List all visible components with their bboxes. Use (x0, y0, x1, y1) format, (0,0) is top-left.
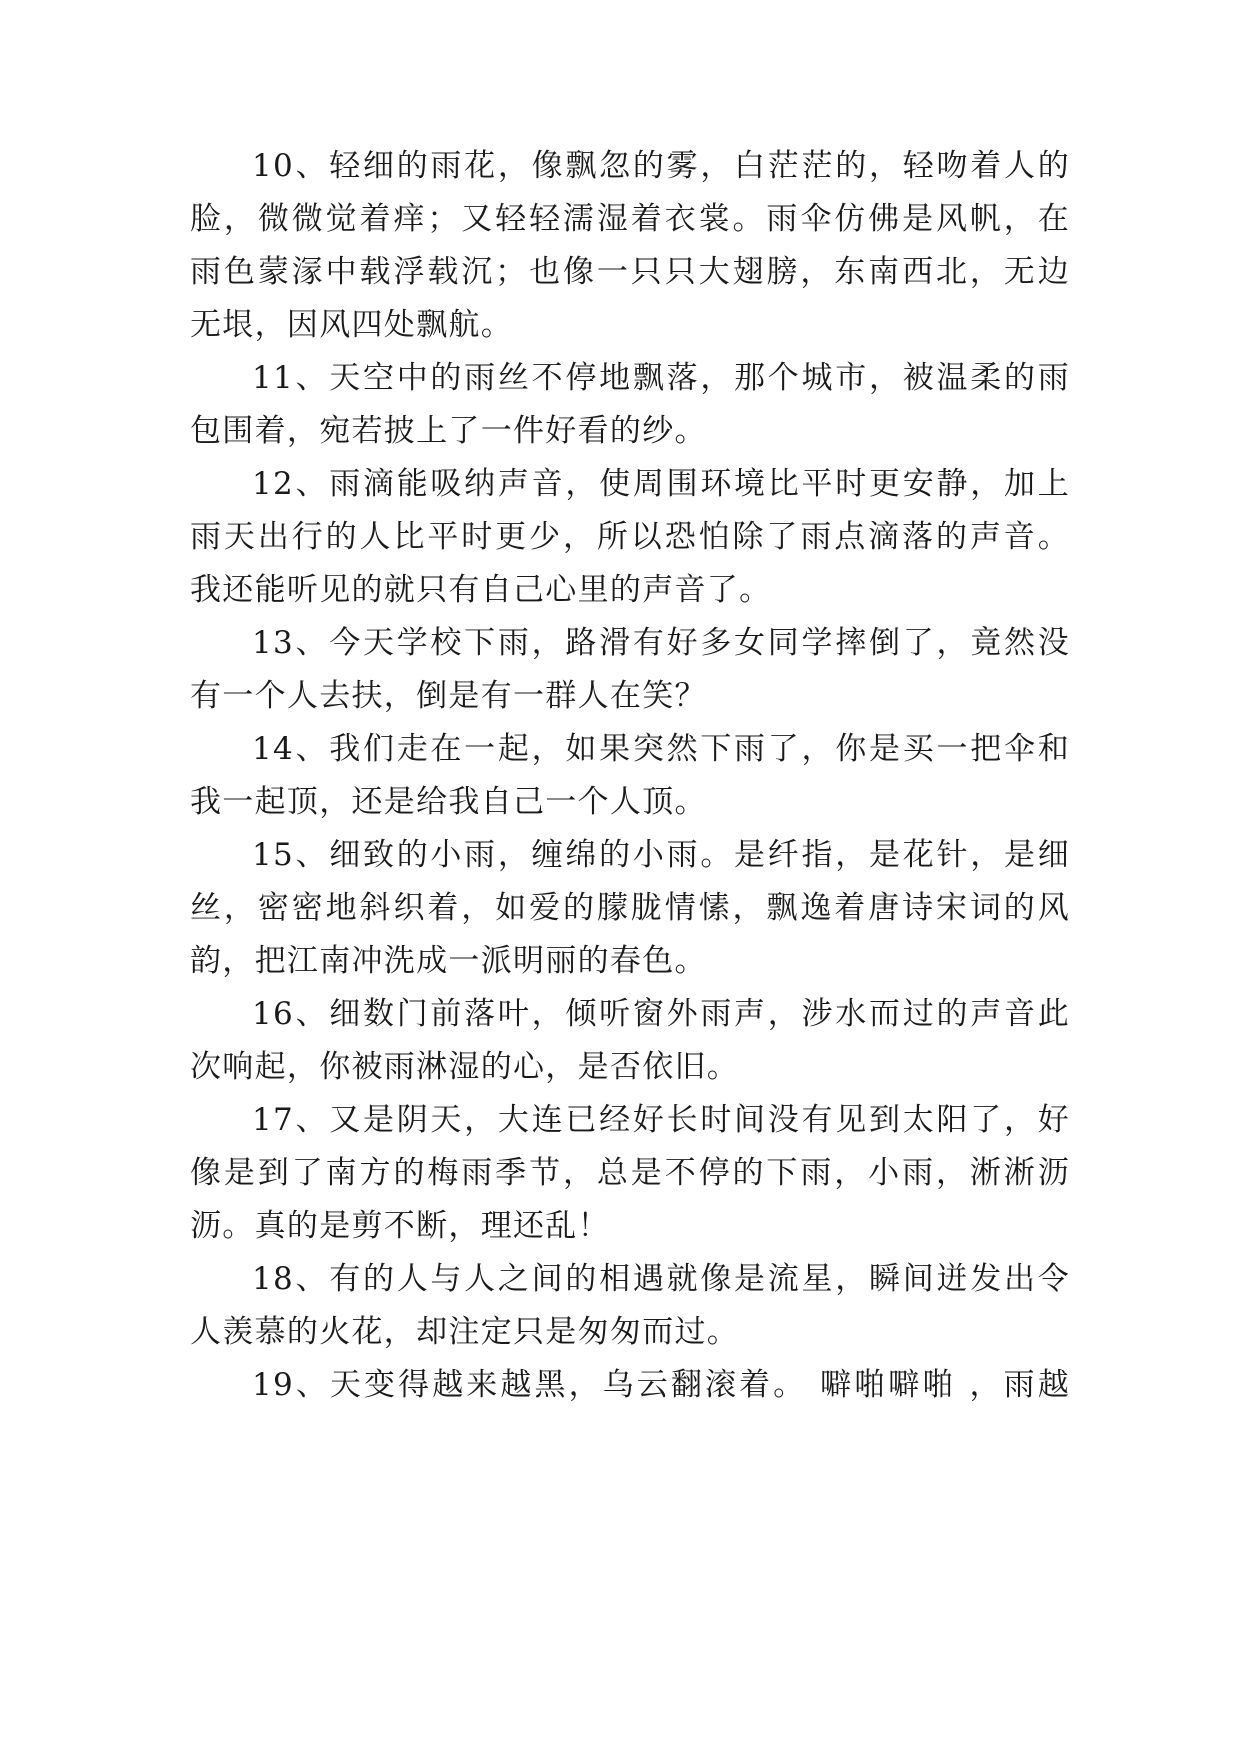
text-line: 18、有的人与人之间的相遇就像是流星，瞬间迸发出令 (252, 1261, 1070, 1297)
text-line: 无垠，因风四处飘航。 (190, 307, 513, 343)
text-line: 14、我们走在一起，如果突然下雨了，你是买一把伞和 (252, 731, 1070, 767)
text-line: 雨色蒙溕中载浮载沉；也像一只只大翅膀，东南西北，无边 (190, 254, 1070, 290)
text-line: 17、又是阴天，大连已经好长时间没有见到太阳了，好 (252, 1102, 1070, 1138)
text-line: 10、轻细的雨花，像飘忽的雾，白茫茫的，轻吻着人的 (252, 148, 1070, 184)
text-line: 像是到了南方的梅雨季节，总是不停的下雨，小雨，淅淅沥 (190, 1155, 1070, 1191)
text-line: 12、雨滴能吸纳声音，使周围环境比平时更安静，加上 (252, 466, 1070, 502)
text-line: 15、细致的小雨，缠绵的小雨。是纤指，是花针，是细 (252, 837, 1070, 873)
text-line: 韵，把江南冲洗成一派明丽的春色。 (190, 943, 707, 979)
text-line: 丝，密密地斜织着，如爱的朦胧情愫，飘逸着唐诗宋词的风 (190, 890, 1070, 926)
text-line: 次响起，你被雨淋湿的心，是否依旧。 (190, 1049, 740, 1085)
text-line: 包围着，宛若披上了一件好看的纱。 (190, 413, 707, 449)
text-line: 我还能听见的就只有自己心里的声音了。 (190, 572, 772, 608)
text-line: 16、细数门前落叶，倾听窗外雨声，涉水而过的声音此 (252, 996, 1070, 1032)
text-line: 我一起顶，还是给我自己一个人顶。 (190, 784, 707, 820)
text-line: 13、今天学校下雨，路滑有好多女同学摔倒了，竟然没 (252, 625, 1070, 661)
text-line: 雨天出行的人比平时更少，所以恐怕除了雨点滴落的声音。 (190, 519, 1070, 555)
text-line: 有一个人去扶，倒是有一群人在笑？ (190, 678, 707, 714)
text-line: 19、天变得越来越黑，乌云翻滚着。 噼啪噼啪 ，雨越 (252, 1367, 1070, 1403)
text-line: 人羡慕的火花，却注定只是匆匆而过。 (190, 1314, 740, 1350)
text-line: 脸，微微觉着痒；又轻轻濡湿着衣裳。雨伞仿佛是风帆，在 (190, 201, 1070, 237)
text-line: 11、天空中的雨丝不停地飘落，那个城市，被温柔的雨 (252, 360, 1070, 396)
text-line: 沥。真的是剪不断，理还乱！ (190, 1208, 610, 1244)
